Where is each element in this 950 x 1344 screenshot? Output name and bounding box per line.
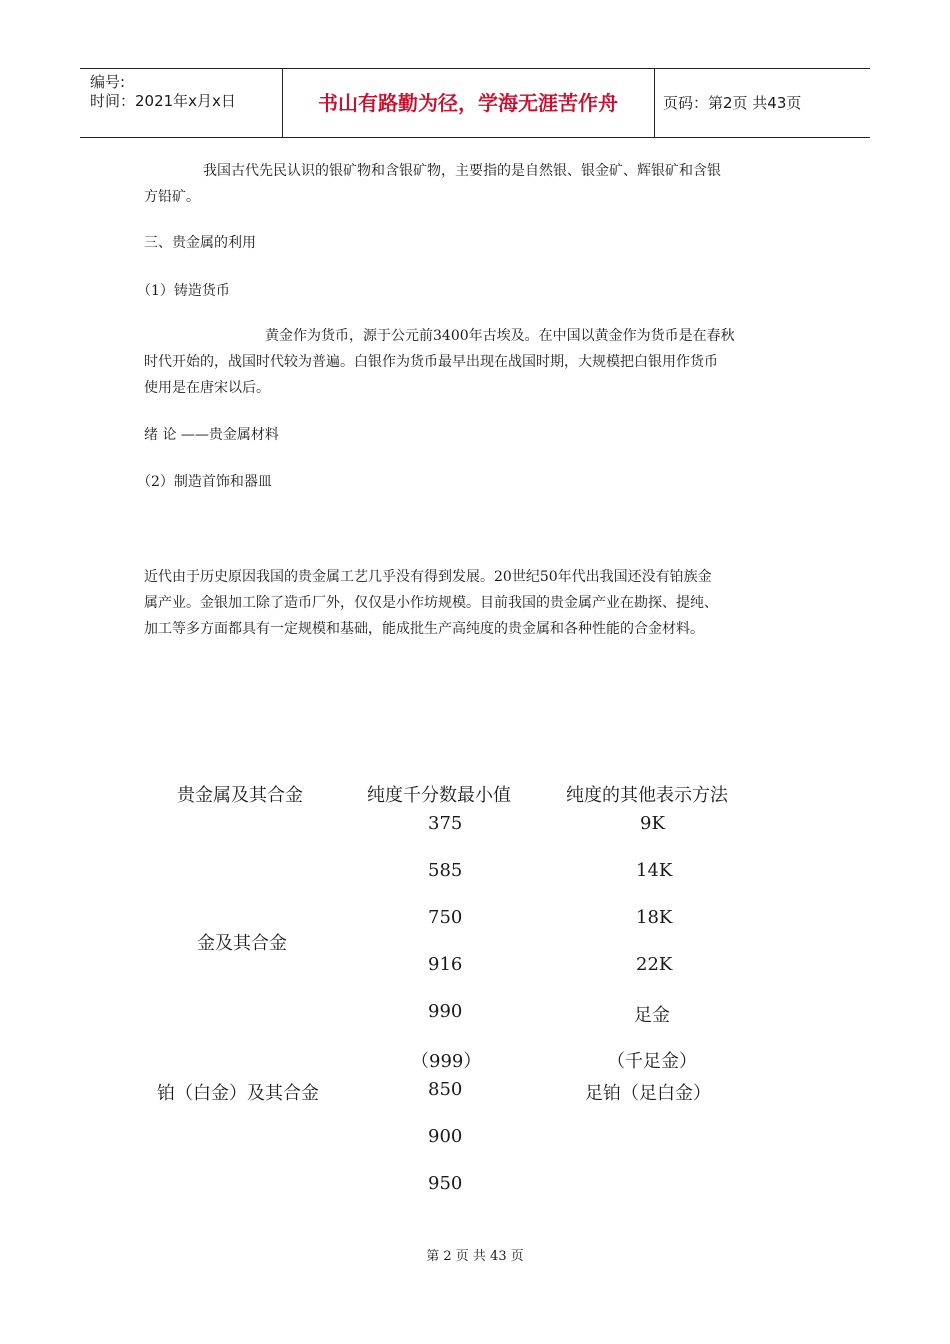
- header-motto: 书山有路勤为径，学海无涯苦作舟: [318, 91, 618, 115]
- gold-other-value: 14K: [636, 860, 673, 881]
- platinum-purity-value: 950: [428, 1173, 463, 1194]
- header-page-label: 页码：第2页 共43页: [663, 94, 802, 112]
- gold-purity-value: 585: [428, 860, 463, 881]
- gold-purity-value: 375: [428, 813, 463, 834]
- row-label-gold: 金及其合金: [197, 933, 287, 954]
- table-header-purity-min: 纯度千分数最小值: [367, 785, 511, 806]
- gold-other-value: 足金: [634, 1005, 670, 1026]
- platinum-purity-value: 900: [428, 1126, 463, 1147]
- paragraph-3-line-1: 近代由于历史原因我国的贵金属工艺几乎没有得到发展。20世纪50年代出我国还没有铂族金: [144, 569, 712, 585]
- doc-number-label: 编号:: [90, 73, 126, 91]
- paragraph-3-line-2: 属产业。金银加工除了造币厂外，仅仅是小作坊规模。目前我国的贵金属产业在勘探、提纯、: [144, 595, 718, 611]
- page-footer: 第 2 页 共 43 页: [426, 1249, 524, 1264]
- paragraph-1-line-2: 方铅矿。: [144, 189, 200, 205]
- paragraph-1-line-1: 我国古代先民认识的银矿物和含银矿物，主要指的是自然银、银金矿、辉银矿和含银: [203, 163, 721, 179]
- intro-heading: 绪 论 ——贵金属材料: [144, 427, 279, 443]
- header-meta: [90, 73, 236, 111]
- row-label-platinum: 铂（白金）及其合金: [157, 1083, 319, 1104]
- doc-time-label: 时间：2021年x月x日: [90, 92, 236, 110]
- paragraph-2-line-1: 黄金作为货币，源于公元前3400年古埃及。在中国以黄金作为货币是在春秋: [265, 328, 735, 344]
- gold-other-value: 22K: [636, 954, 673, 975]
- gold-other-value: 9K: [640, 813, 665, 834]
- gold-other-value: （千足金）: [607, 1051, 697, 1072]
- paragraph-2-line-2: 时代开始的，战国时代较为普遍。白银作为货币最早出现在战国时期，大规模把白银用作货币: [144, 354, 718, 370]
- subheading-1: （1）铸造货币: [137, 283, 230, 299]
- gold-purity-value: 916: [428, 954, 463, 975]
- gold-purity-value: 990: [428, 1001, 463, 1022]
- table-header-other-notation: 纯度的其他表示方法: [566, 785, 728, 806]
- platinum-purity-value: 850: [428, 1079, 463, 1100]
- header-divider: [654, 69, 655, 137]
- section-heading-3: 三、贵金属的利用: [144, 235, 256, 251]
- table-header-metal: 贵金属及其合金: [177, 785, 303, 806]
- gold-purity-value: （999）: [411, 1051, 482, 1072]
- gold-purity-value: 750: [428, 907, 463, 928]
- subheading-2: （2）制造首饰和器皿: [137, 474, 272, 490]
- gold-other-value: 18K: [636, 907, 673, 928]
- page-header: [80, 68, 870, 138]
- platinum-other-value: 足铂（足白金）: [585, 1083, 711, 1104]
- paragraph-2-line-3: 使用是在唐宋以后。: [144, 380, 270, 396]
- paragraph-3-line-3: 加工等多方面都具有一定规模和基础，能成批生产高纯度的贵金属和各种性能的合金材料。: [144, 621, 704, 637]
